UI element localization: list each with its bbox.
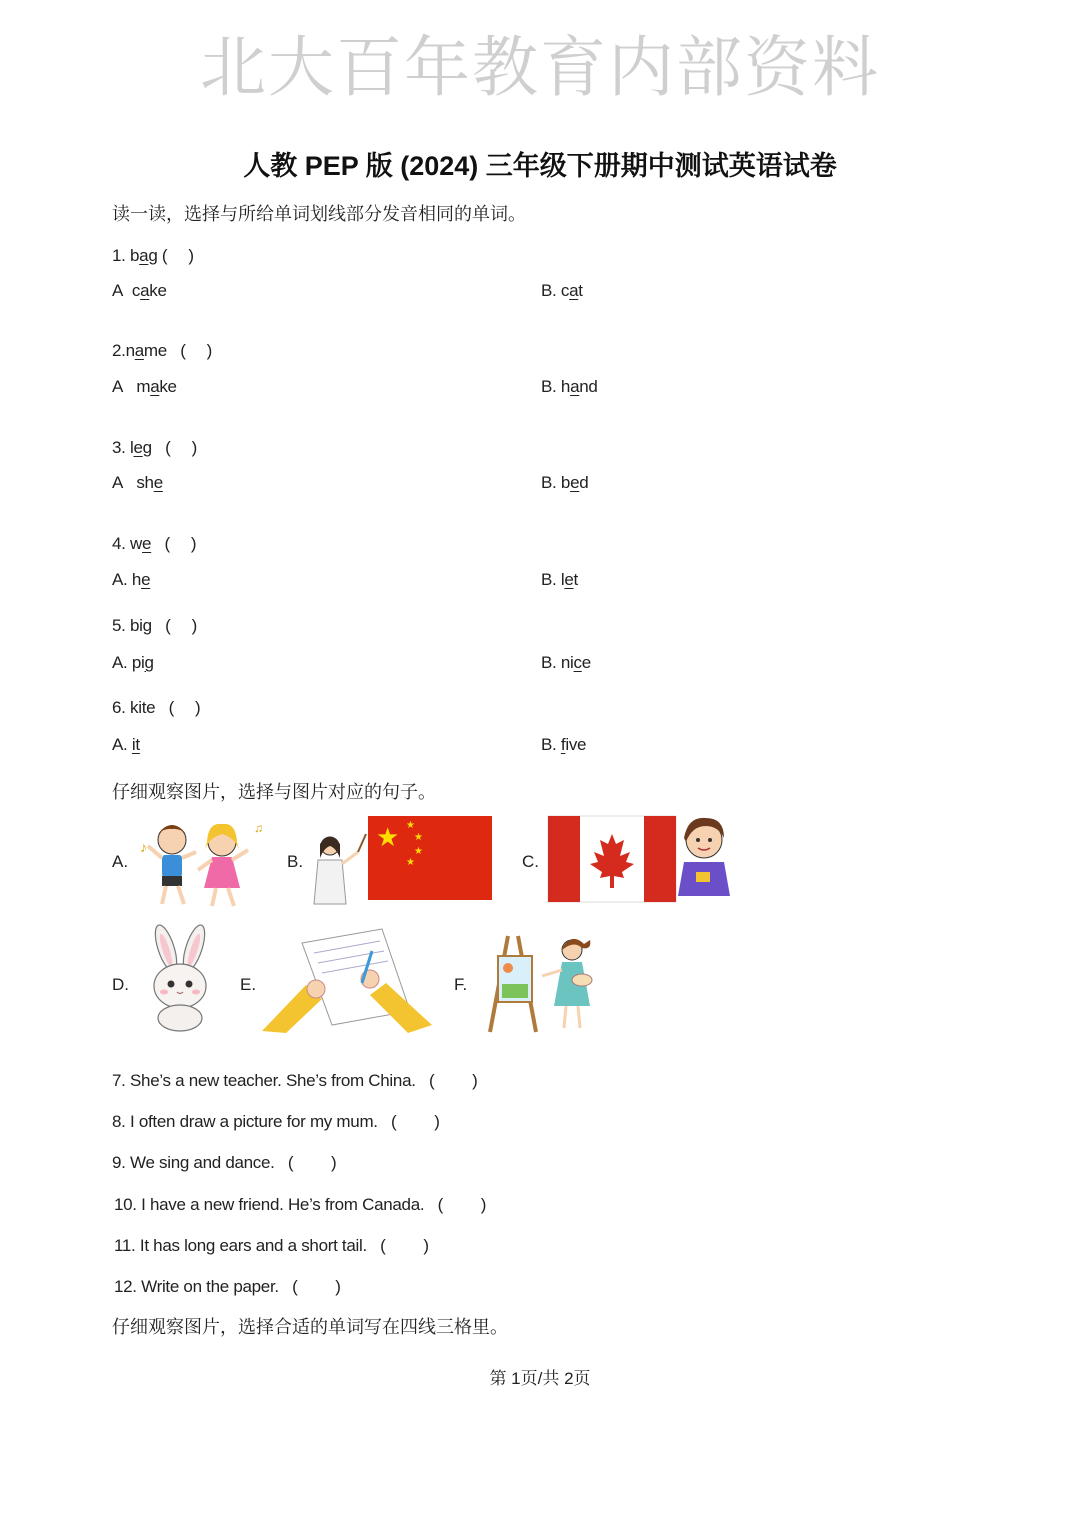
question-2: 2.name ( ) <box>112 341 213 360</box>
svg-text:♪: ♪ <box>140 839 147 855</box>
teacher-china-flag-image <box>310 812 495 904</box>
section1-heading: 读一读，选择与所给单词划线部分发音相同的单词。 <box>112 204 526 224</box>
question-6: 6. kite ( ) <box>112 698 201 717</box>
option-4b: B. let <box>541 570 578 589</box>
picture-label-a: A. <box>112 852 129 871</box>
watermark: 北大百年教育内部资料 <box>200 29 880 106</box>
option-2b: B. hand <box>541 377 598 396</box>
section2-heading: 仔细观察图片，选择与图片对应的句子。 <box>112 782 436 802</box>
girl-painting-image <box>478 932 600 1034</box>
sentence-8: 8. I often draw a picture for my mum. ( ) <box>112 1112 440 1131</box>
page-footer: 第 1页/共 2页 <box>489 1369 591 1388</box>
option-2a: A make <box>112 377 177 396</box>
singing-dancing-kids-image <box>136 812 261 912</box>
svg-text:♫: ♫ <box>254 821 263 835</box>
picture-label-c: C. <box>522 852 539 871</box>
option-1b: B. cat <box>541 281 583 300</box>
option-3a: A she <box>112 473 163 492</box>
sentence-9: 9. We sing and dance. ( ) <box>112 1153 337 1172</box>
section3-heading: 仔细观察图片，选择合适的单词写在四线三格里。 <box>112 1317 508 1337</box>
page-title: 人教 PEP 版 (2024) 三年级下册期中测试英语试卷 <box>243 151 837 181</box>
option-4a: A. he <box>112 570 151 589</box>
sentence-10: 10. I have a new friend. He’s from Canada. ( ) <box>114 1195 487 1214</box>
svg-text:★: ★ <box>414 832 423 843</box>
option-3b: B. bed <box>541 473 589 492</box>
rabbit-image <box>140 924 220 1034</box>
svg-text:★: ★ <box>376 822 400 852</box>
sentence-12: 12. Write on the paper. ( ) <box>114 1277 341 1296</box>
option-6b: B. five <box>541 735 587 754</box>
svg-text:★: ★ <box>414 846 423 857</box>
sentence-7: 7. She’s a new teacher. She’s from China. ( ) <box>112 1071 478 1090</box>
question-3: 3. leg ( ) <box>112 438 197 457</box>
sentence-11: 11. It has long ears and a short tail. ( ) <box>114 1236 429 1255</box>
canada-flag-boy-image <box>548 812 738 904</box>
option-5a: A. pig <box>112 653 154 672</box>
question-4: 4. we ( ) <box>112 534 197 553</box>
svg-text:★: ★ <box>406 857 415 868</box>
question-1: 1. bag ( ) <box>112 246 194 265</box>
svg-text:★: ★ <box>406 820 415 831</box>
question-5: 5. big ( ) <box>112 616 197 635</box>
option-6a: A. it <box>112 735 140 754</box>
picture-label-e: E. <box>240 975 257 994</box>
picture-label-d: D. <box>112 975 129 994</box>
option-5b: B. nice <box>541 653 591 672</box>
option-1a: A cake <box>112 281 167 300</box>
picture-label-b: B. <box>287 852 304 871</box>
writing-on-paper-image <box>262 925 432 1033</box>
picture-label-f: F. <box>454 975 468 994</box>
